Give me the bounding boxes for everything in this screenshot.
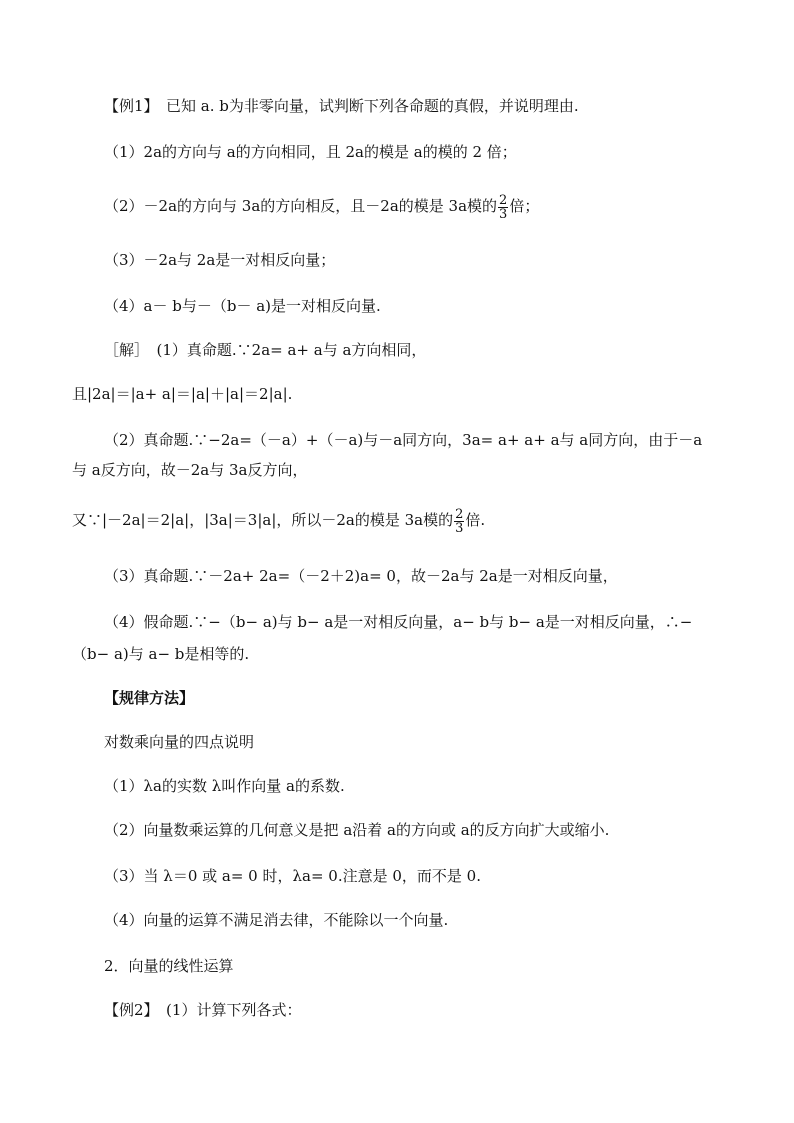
example1-item4: （4）a－ b与－（b－ a)是一对相反向量. [104,297,381,315]
example1-heading: 【例1】 已知 a. b为非零向量，试判断下列各命题的真假，并说明理由. [104,97,579,115]
example1-item1: （1）2a的方向与 a的方向相同，且 2a的模是 a的模的 2 倍； [104,143,517,161]
fraction-two-thirds [454,508,464,535]
fraction-two-thirds [498,194,508,221]
solution-line-5-text: 又∵|－2a|＝2|a|，|3a|＝3|a|，所以－2a的模是 3a模的 [72,511,454,529]
solution-line-3: （2）真命题.∵−2a=（－a）+（－a)与－a同方向，3a= a+ a+ a与 a同方向，由于－a [104,431,703,449]
method-point-4: （4）向量的运算不满足消去律，不能除以一个向量. [104,911,449,929]
example1-item3: （3）－2a与 2a是一对相反向量； [104,251,336,269]
fraction-denominator: 3 [455,520,464,536]
fraction-numerator: 2 [455,506,464,522]
solution-line-6: （3）真命题.∵－2a+ 2a=（－2＋2)a= 0，故－2a与 2a是一对相反向量， [104,567,618,585]
fraction-denominator: 3 [499,206,508,222]
fraction-numerator: 2 [499,192,508,208]
section-title: 2．向量的线性运算 [104,957,234,975]
method-point-1: （1）λa的实数 λ叫作向量 a的系数. [104,777,345,795]
solution-line-2: 且|2a|＝|a+ a|＝|a|＋|a|＝2|a|. [72,385,293,403]
method-intro: 对数乘向量的四点说明 [104,733,255,751]
example1-item2-text: （2）－2a的方向与 3a的方向相反，且－2a的模是 3a模的 [104,197,498,215]
solution-line-5-suffix: 倍. [465,511,486,529]
example1-item2-suffix: 倍； [509,197,540,215]
example2-heading: 【例2】 (1）计算下列各式： [104,1001,302,1019]
method-point-3: （3）当 λ＝0 或 a= 0 时，λa= 0.注意是 0，而不是 0. [104,867,481,885]
solution-line-8: （b− a)与 a− b是相等的. [72,645,250,663]
method-heading: 【规律方法】 [104,689,195,707]
method-point-2: （2）向量数乘运算的几何意义是把 a沿着 a的方向或 a的反方向扩大或缩小. [104,821,610,839]
solution-line-7: （4）假命题.∵−（b− a)与 b− a是一对相反向量，a− b与 b− a是一对相反向量，∴− [104,613,693,631]
solution-line-4: 与 a反方向，故－2a与 3a反方向， [72,461,308,479]
example1-item2 [104,186,539,226]
solution-line-1: ［解］ (1）真命题.∵2a= a+ a与 a方向相同， [104,341,427,359]
solution-line-5 [72,500,485,540]
